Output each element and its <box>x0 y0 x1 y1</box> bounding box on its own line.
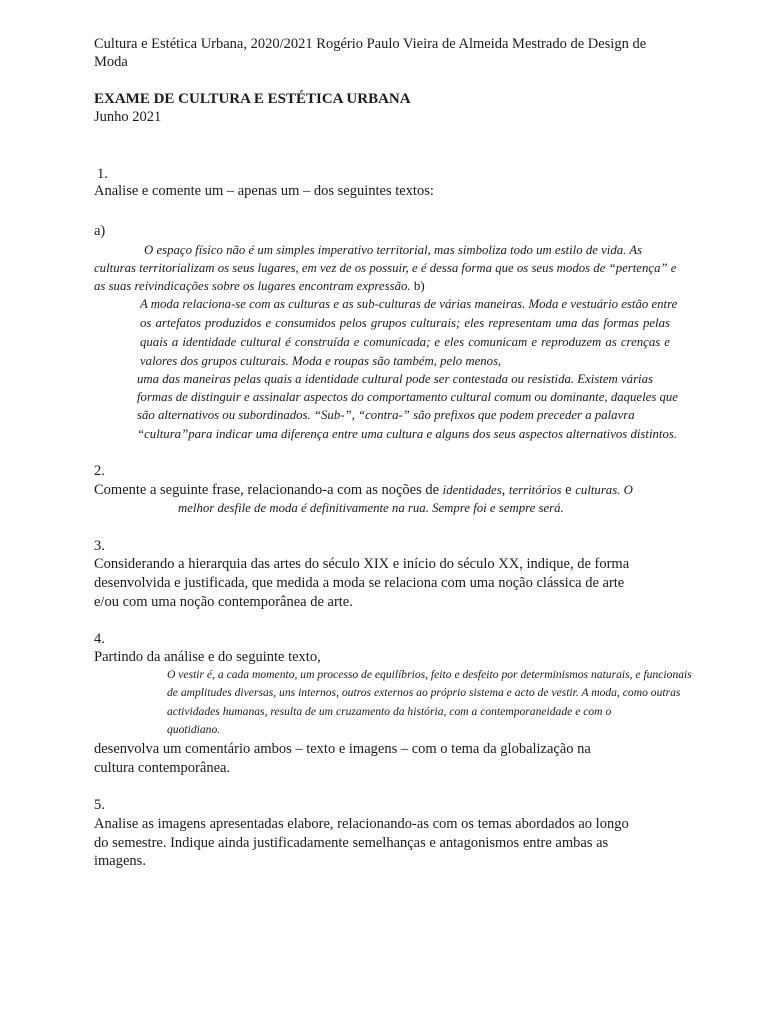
q5-text-line: Analise as imagens apresentadas elabore, relacionando-as com os temas abordados ao longo <box>94 816 629 832</box>
q4-quote-line: actividades humanas, resulta de um cruzamento da história, com a contemporaneidade e com o <box>167 705 612 718</box>
header-line-2: Moda <box>94 54 128 70</box>
exam-title: EXAME DE CULTURA E ESTÉTICA URBANA <box>94 91 411 107</box>
q3-number: 3. <box>94 538 105 554</box>
q1-a-text-line: culturas territorializam os seus lugares, em vez de os possuir, e é dessa forma que os seus modos de “pertença” e <box>94 261 677 275</box>
exam-date: Junho 2021 <box>94 109 162 125</box>
q1-b-text-line: valores dos grupos culturais. Moda e roupas são também, pelo menos, <box>140 354 502 368</box>
q5-number: 5. <box>94 797 105 813</box>
q1-b-text-line: são alternativos ou subordinados. “Sub-”, “contra-” são prefixos que podem preceder a palavra <box>137 408 635 422</box>
q3-text-line: Considerando a hierarquia das artes do século XIX e início do século XX, indique, de forma <box>94 556 630 572</box>
q4-quote-line: O vestir é, a cada momento, um processo de equilíbrios, feito e desfeito por determinismos naturais, e funcionais <box>167 668 692 681</box>
q4-quote-line: quotidiano. <box>167 723 221 736</box>
q4-intro: Partindo da análise e do seguinte texto, <box>94 649 321 665</box>
header-line-1: Cultura e Estética Urbana, 2020/2021 Rogério Paulo Vieira de Almeida Mestrado de Design de <box>94 36 647 52</box>
q1-prompt: Analise e comente um – apenas um – dos seguintes textos: <box>94 183 434 199</box>
q2-separator: , <box>501 482 509 498</box>
q2-term-identidades: identidades <box>442 483 502 497</box>
q2-prompt-text: Comente a seguinte frase, relacionando-a com as noções de <box>94 482 443 498</box>
q4-number: 4. <box>94 631 105 647</box>
q4-text-line: cultura contemporânea. <box>94 760 231 776</box>
q1-a-text-end: as suas reivindicações sobre os lugares encontram expressão. <box>94 279 411 293</box>
q2-prompt <box>94 481 633 499</box>
q1-number: 1. <box>97 166 108 182</box>
q4-quote-line: de amplitudes diversas, uns internos, outros externos ao próprio sistema e acto de vestir. A moda, como outras <box>167 686 681 699</box>
q1-a-label: a) <box>94 223 106 239</box>
q1-a-text-line: O espaço físico não é um simples imperativo territorial, mas simboliza todo um estilo de vida. As <box>144 243 643 257</box>
q3-text-line: e/ou com uma noção contemporânea de arte. <box>94 594 353 610</box>
q3-text-line: desenvolvida e justificada, que medida a moda se relaciona com uma noção clássica de arte <box>94 575 625 591</box>
q2-quote: melhor desfile de moda é definitivamente na rua. Sempre foi e sempre será. <box>178 501 564 515</box>
q2-term-culturas: culturas. <box>575 483 621 497</box>
q1-b-label: b) <box>410 278 425 293</box>
q2-quote-start: O <box>620 483 633 497</box>
q1-b-text-line: uma das maneiras pelas quais a identidade cultural pode ser contestada ou resistida. Existem várias <box>137 372 653 386</box>
q1-b-text-line: A moda relaciona-se com as culturas e as sub-culturas de várias maneiras. Moda e vestuário estão entre <box>140 297 678 311</box>
q2-term-territorios: territórios <box>508 483 562 497</box>
q4-text-line: desenvolva um comentário ambos – texto e imagens – com o tema da globalização na <box>94 741 591 757</box>
q5-text-line: imagens. <box>94 853 146 869</box>
q1-a-last-line <box>94 277 425 295</box>
q2-number: 2. <box>94 463 105 479</box>
q1-b-text-line: formas de distinguir e assinalar aspectos do comportamento cultural comum ou dominante, daqueles que <box>137 390 678 404</box>
q2-separator: e <box>561 482 576 498</box>
q1-b-text-line: os artefatos produzidos e consumidos pelos grupos culturais; eles representam uma das formas pelas <box>140 316 670 330</box>
q5-text-line: do semestre. Indique ainda justificadamente semelhanças e antagonismos entre ambas as <box>94 835 609 851</box>
q1-b-text-line: “cultura”para indicar uma diferença entre uma cultura e alguns dos seus aspectos alternativos distintos. <box>137 427 678 441</box>
q1-b-text-line: quais a identidade cultural é construída e comunicada; e eles comunicam e reproduzem as crenças e <box>140 335 670 349</box>
